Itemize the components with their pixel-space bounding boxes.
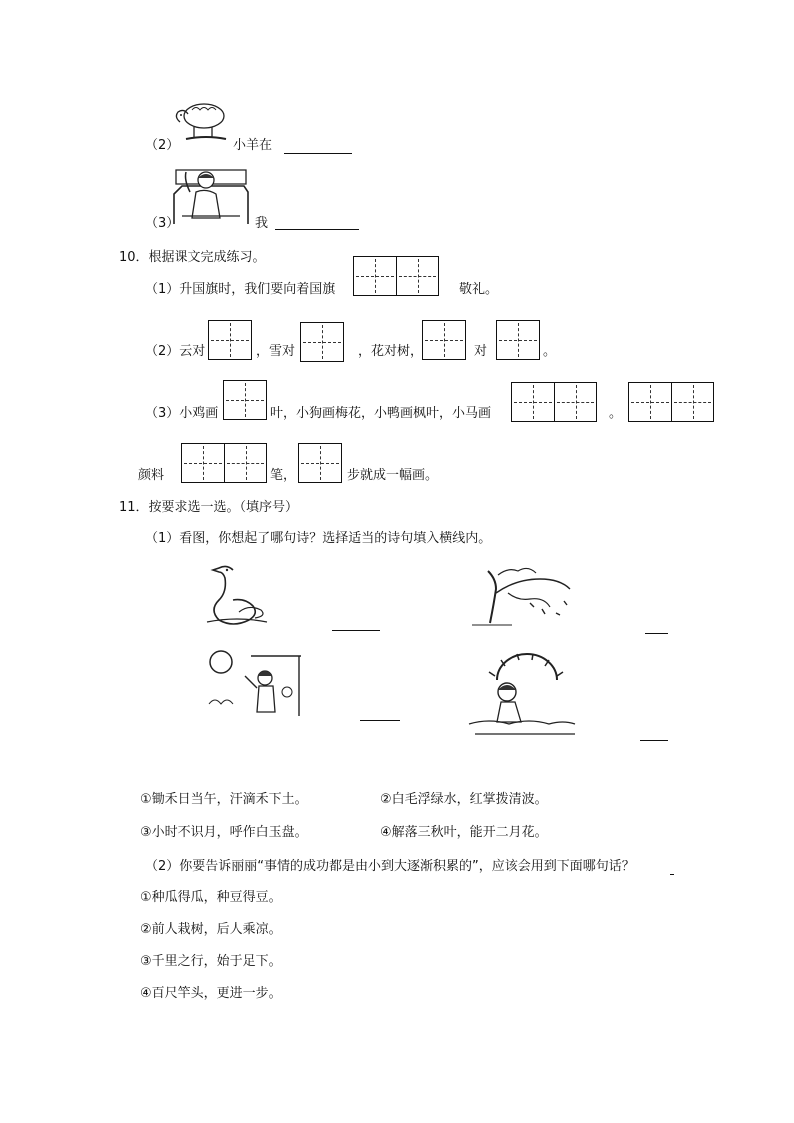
question-text: （2）云对 (145, 344, 206, 359)
question-text: 步就成一幅画。 (347, 468, 439, 483)
question-text: 笔， (270, 468, 297, 483)
answer-blank[interactable] (275, 229, 359, 230)
writing-grid[interactable] (511, 382, 597, 422)
answer-blank[interactable] (670, 874, 674, 875)
question-text: ，雪对 (256, 344, 296, 359)
answer-blank[interactable] (640, 740, 668, 741)
answer-blank[interactable] (645, 633, 668, 634)
child-waking-illustration (172, 166, 250, 228)
writing-grid[interactable] (208, 320, 252, 360)
question-text: （1）看图，你想起了哪句诗？选择适当的诗句填入横线内。 (145, 531, 492, 546)
item-text: 小羊在 (233, 138, 273, 153)
question-text: 对 (474, 344, 488, 359)
writing-grid[interactable] (628, 382, 714, 422)
writing-grid[interactable] (353, 256, 439, 296)
poem-option: ④解落三秋叶，能开二月花。 (380, 825, 548, 840)
sheep-illustration (174, 98, 230, 144)
poem-option: ②白毛浮绿水，红掌拨清波。 (380, 792, 548, 807)
proverb-option: ③千里之行，始于足下。 (140, 954, 282, 969)
question-text: （3）小鸡画 (145, 406, 219, 421)
question-text: ，花对树， (358, 344, 424, 359)
writing-grid[interactable] (298, 443, 342, 483)
question-text: 敬礼。 (459, 282, 499, 297)
proverb-option: ④百尺竿头，更进一步。 (140, 986, 282, 1001)
poem-option: ①锄禾日当午，汗滴禾下土。 (140, 792, 308, 807)
wind-tree-illustration (468, 563, 580, 629)
item-text: 我 (255, 216, 269, 231)
item-number: （3） (145, 216, 180, 231)
question-title: 10．根据课文完成练习。 (119, 250, 266, 265)
proverb-option: ①种瓜得瓜，种豆得豆。 (140, 890, 282, 905)
writing-grid[interactable] (300, 322, 344, 362)
question-text: 颜料 (138, 468, 165, 483)
writing-grid[interactable] (496, 320, 540, 360)
moon-child-illustration (203, 648, 305, 718)
goose-illustration (203, 560, 269, 630)
question-text: （1）升国旗时，我们要向着国旗 (145, 282, 336, 297)
answer-blank[interactable] (360, 720, 400, 721)
writing-grid[interactable] (181, 443, 267, 483)
answer-blank[interactable] (284, 153, 352, 154)
question-text: （2）你要告诉丽丽“事情的成功都是由小到大逐渐积累的”，应该会用到下面哪句话？ (145, 859, 635, 874)
proverb-option: ②前人栽树，后人乘凉。 (140, 922, 282, 937)
question-text: 叶，小狗画梅花，小鸭画枫叶，小马画 (270, 406, 492, 421)
poem-option: ③小时不识月，呼作白玉盘。 (140, 825, 308, 840)
answer-blank[interactable] (332, 630, 380, 631)
writing-grid[interactable] (422, 320, 466, 360)
question-title: 11．按要求选一选。（填序号） (119, 500, 299, 515)
writing-grid[interactable] (223, 380, 267, 420)
sun-farmer-illustration (467, 650, 577, 740)
question-text: 。 (609, 406, 623, 421)
item-number: （2） (145, 138, 180, 153)
question-text: 。 (543, 344, 557, 359)
